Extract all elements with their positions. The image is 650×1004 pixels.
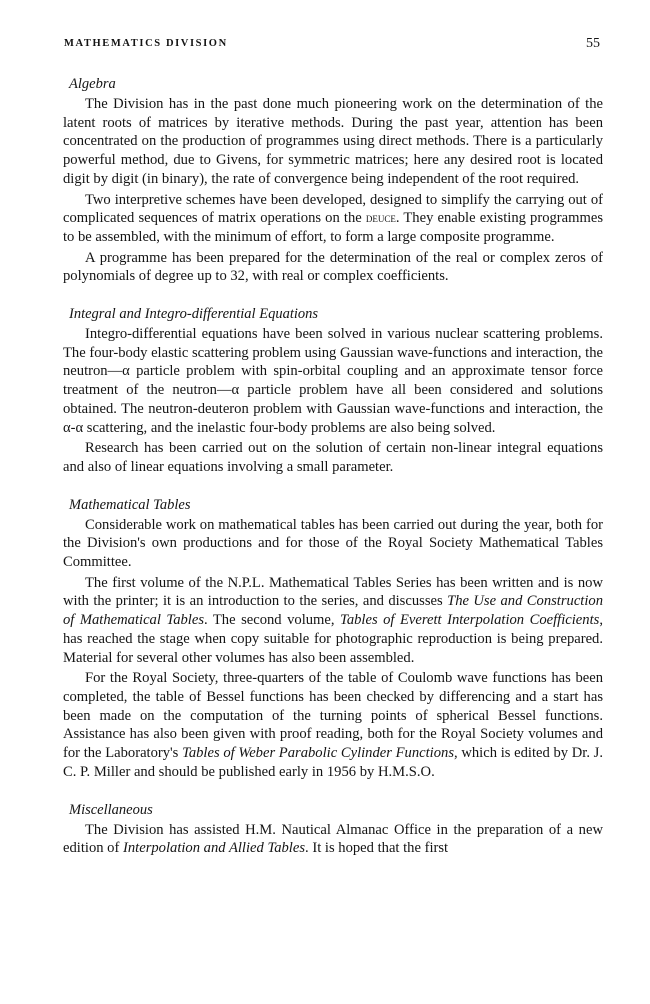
text-run: A programme has been prepared for the determination of the real or complex zeros of polynomials of degree up to 32, with real or complex coefficients. — [63, 249, 603, 285]
section-heading: Integral and Integro-differential Equations — [69, 306, 319, 323]
text-run: . They enable existing programmes to be assembled, with the minimum of effort, to form a large composite programme. — [63, 210, 603, 245]
section — [63, 800, 603, 858]
text-run: For the Royal Society, three-quarters of the table of Coulomb wave functions has been completed, the table of Bessel functions has been checked by differencing and a start has been made on the computation of the turning points of spherical Bessel functions. Assistance has also been given with proof reading, both for the Royal Society volumes and for the Laboratory's — [63, 670, 603, 762]
paragraph — [63, 191, 603, 247]
italic-title: Interpolation and Allied Tables — [123, 840, 306, 857]
section-heading: Algebra — [69, 76, 116, 92]
text-run: The first volume of the N.P.L. Mathematical Tables Series has been written and is now with the printer; it is an introduction to the series, and discusses — [63, 574, 603, 610]
text-run: Considerable work on mathematical tables has been carried out during the year, both for the Division's own productions and for those of the Royal Society Mathematical Tables Committee. — [63, 516, 603, 571]
paragraph — [63, 821, 603, 858]
text-run: . The second volume, — [204, 612, 341, 629]
running-head — [64, 38, 600, 56]
text-run: , which is edited by Dr. J. C. P. Miller and should be published early in 1956 by H.M.S.O. — [63, 745, 604, 780]
section-heading: Mathematical Tables — [69, 496, 191, 513]
paragraph — [63, 574, 603, 668]
italic-title: The Use and Construction of Mathematical Tables — [63, 593, 604, 629]
document-body — [63, 74, 603, 860]
running-title: MATHEMATICS DIVISION — [64, 38, 228, 49]
small-caps-text: deuce — [365, 211, 396, 226]
paragraph — [63, 249, 603, 286]
page-number: 55 — [586, 36, 600, 51]
text-run: Two interpretive schemes have been developed, designed to simplify the carrying out of complicated sequences of matrix operations on the — [63, 191, 603, 227]
text-run: Integro-differential equations have been solved in various nuclear scattering problems. The four-body elastic scattering problem using Gaussian wave-functions and interaction, the neutron—α particle problem with spin-orbital coupling and an approximate tensor force treatment of the neutron—α particle problem have all been considered and solutions obtained. The neutron-deuteron problem with Gaussian wave-functions and interaction, the α-α scattering, and the inelastic four-body problems are also being solved. — [63, 326, 603, 436]
section — [63, 495, 603, 782]
paragraph — [63, 669, 603, 781]
section — [63, 74, 603, 286]
text-run: . It is hoped that the first — [305, 840, 449, 857]
paragraph — [63, 325, 603, 437]
italic-title: Tables of Everett Interpolation Coefficients — [340, 612, 600, 629]
text-run: The Division has in the past done much pioneering work on the determination of the latent roots of matrices by iterative methods. During the past year, attention has been concentrated on the production of programmes using direct methods. There is a particularly powerful method, due to Givens, for symmetric matrices; here any desired root is located digit by digit (in binary), the rate of convergence being independent of the root required. — [63, 96, 603, 187]
paragraph — [63, 516, 603, 572]
text-run: The Division has assisted H.M. Nautical Almanac Office in the preparation of a new edition of — [63, 821, 603, 857]
paragraph — [63, 439, 603, 476]
section-heading: Miscellaneous — [69, 801, 153, 818]
section — [63, 304, 603, 477]
text-run: , has reached the stage when copy suitable for photographic reproduction is being prepared. Material for several other volumes has also been assembled. — [63, 612, 603, 666]
italic-title: Tables of Weber Parabolic Cylinder Functions — [182, 745, 454, 762]
text-run: Research has been carried out on the solution of certain non-linear integral equations and also of linear equations involving a small parameter. — [63, 440, 603, 475]
paragraph — [63, 95, 603, 189]
